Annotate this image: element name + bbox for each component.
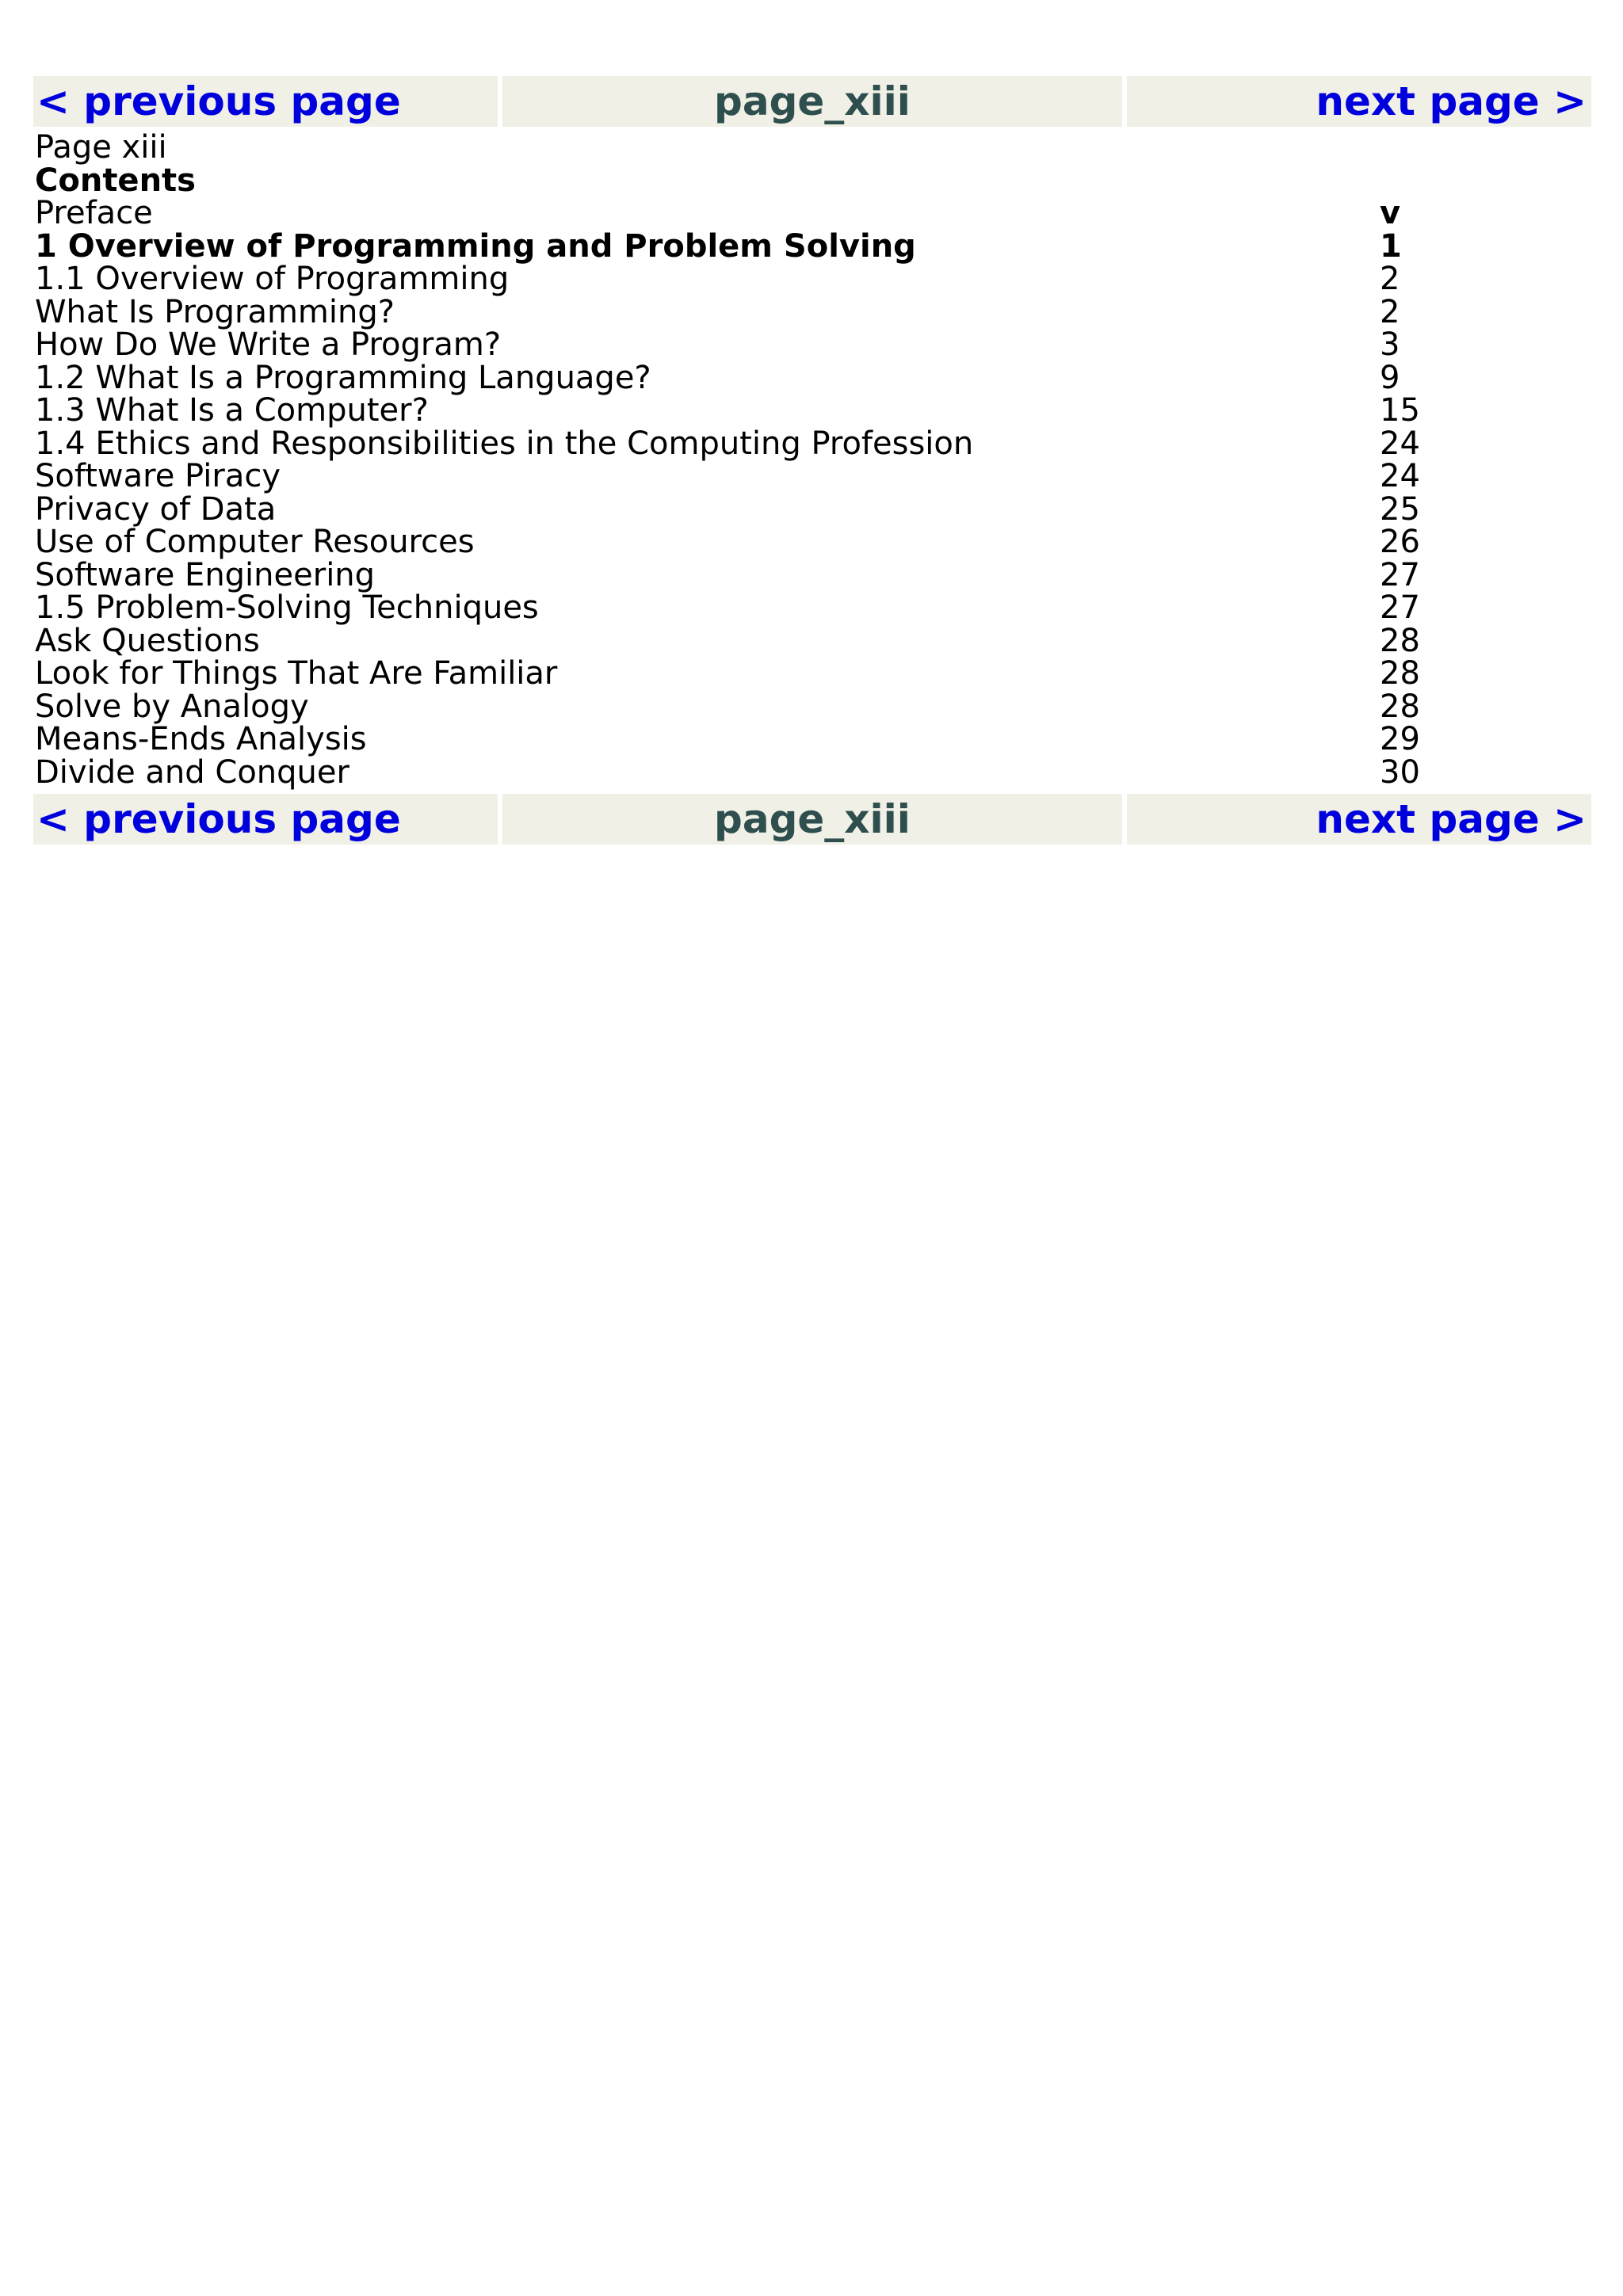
toc-entry <box>35 392 1591 429</box>
document-page <box>33 76 1591 845</box>
top-prev-cell <box>33 76 498 127</box>
bottom-next-page-link[interactable]: next page > <box>1316 796 1587 842</box>
toc-entry-page-number: 30 <box>1380 753 1420 791</box>
toc-entry <box>35 263 1591 296</box>
toc-entry <box>35 556 1591 593</box>
toc-entry-title: 1.2 What Is a Programming Language? <box>35 359 651 396</box>
toc-entry-title: What Is Programming? <box>35 293 395 330</box>
toc-entry <box>35 359 1591 396</box>
table-of-contents <box>35 197 1591 789</box>
toc-entry-title: Preface <box>35 195 153 231</box>
toc-entry <box>35 753 1591 791</box>
toc-entry-title: Solve by Analogy <box>35 688 309 725</box>
toc-entry-title: Look for Things That Are Familiar <box>35 655 558 692</box>
toc-entry-page-number: 2 <box>1380 293 1400 330</box>
contents-heading: Contents <box>35 162 196 199</box>
toc-entry-page-number: 27 <box>1380 556 1420 593</box>
top-navigation-bar <box>33 76 1591 127</box>
toc-entry-title: Use of Computer Resources <box>35 524 475 560</box>
toc-entry-page-number: 26 <box>1380 524 1420 560</box>
toc-entry <box>35 655 1591 692</box>
toc-entry-page-number: 9 <box>1380 359 1400 396</box>
toc-entry-title: 1.4 Ethics and Responsibilities in the Computing Profession <box>35 425 974 462</box>
toc-entry-page-number: 28 <box>1380 622 1420 659</box>
toc-entry-title: Privacy of Data <box>35 490 277 528</box>
toc-entry <box>35 227 1591 265</box>
toc-entry-page-number: v <box>1380 195 1401 231</box>
toc-entry-title: Ask Questions <box>35 622 260 659</box>
toc-entry <box>35 293 1591 330</box>
top-next-cell <box>1127 76 1591 127</box>
bottom-previous-page-link[interactable]: < previous page <box>36 796 401 842</box>
bottom-page-id-cell <box>502 794 1122 845</box>
page-label: Page xiii <box>35 129 167 166</box>
toc-entry-page-number: 29 <box>1380 721 1420 757</box>
toc-entry <box>35 688 1591 725</box>
toc-entry <box>35 723 1591 757</box>
top-page-id-cell <box>502 76 1122 127</box>
toc-entry <box>35 197 1591 231</box>
toc-entry <box>35 589 1591 626</box>
toc-entry-page-number: 28 <box>1380 655 1420 692</box>
toc-entry-title: 1 Overview of Programming and Problem Solving <box>35 227 916 265</box>
toc-entry-title: 1.5 Problem-Solving Techniques <box>35 589 539 626</box>
top-previous-page-link[interactable]: < previous page <box>36 78 401 124</box>
toc-entry-title: Means-Ends Analysis <box>35 721 367 757</box>
toc-entry-page-number: 25 <box>1380 490 1420 528</box>
toc-entry-title: Divide and Conquer <box>35 753 349 791</box>
bottom-navigation-bar <box>33 794 1591 845</box>
page-content <box>33 127 1591 794</box>
toc-entry-page-number: 3 <box>1380 326 1400 363</box>
toc-entry-page-number: 24 <box>1380 458 1420 494</box>
toc-entry-page-number: 28 <box>1380 688 1420 725</box>
bottom-next-cell <box>1127 794 1591 845</box>
toc-entry-page-number: 2 <box>1380 261 1400 297</box>
toc-entry <box>35 622 1591 659</box>
top-page-id: page_xiii <box>714 78 911 124</box>
toc-entry-title: Software Piracy <box>35 458 281 494</box>
bottom-prev-cell <box>33 794 498 845</box>
top-next-page-link[interactable]: next page > <box>1316 78 1587 124</box>
toc-entry-title: 1.1 Overview of Programming <box>35 261 510 297</box>
toc-entry-title: How Do We Write a Program? <box>35 326 502 363</box>
toc-entry <box>35 425 1591 462</box>
toc-entry <box>35 460 1591 494</box>
toc-entry <box>35 526 1591 559</box>
toc-entry-page-number: 15 <box>1380 392 1420 429</box>
toc-entry <box>35 490 1591 528</box>
toc-entry-title: 1.3 What Is a Computer? <box>35 392 429 429</box>
toc-entry-title: Software Engineering <box>35 556 376 593</box>
toc-entry <box>35 326 1591 363</box>
bottom-page-id: page_xiii <box>714 796 911 842</box>
toc-entry-page-number: 24 <box>1380 425 1420 462</box>
toc-entry-page-number: 27 <box>1380 589 1420 626</box>
toc-entry-page-number: 1 <box>1380 227 1402 265</box>
